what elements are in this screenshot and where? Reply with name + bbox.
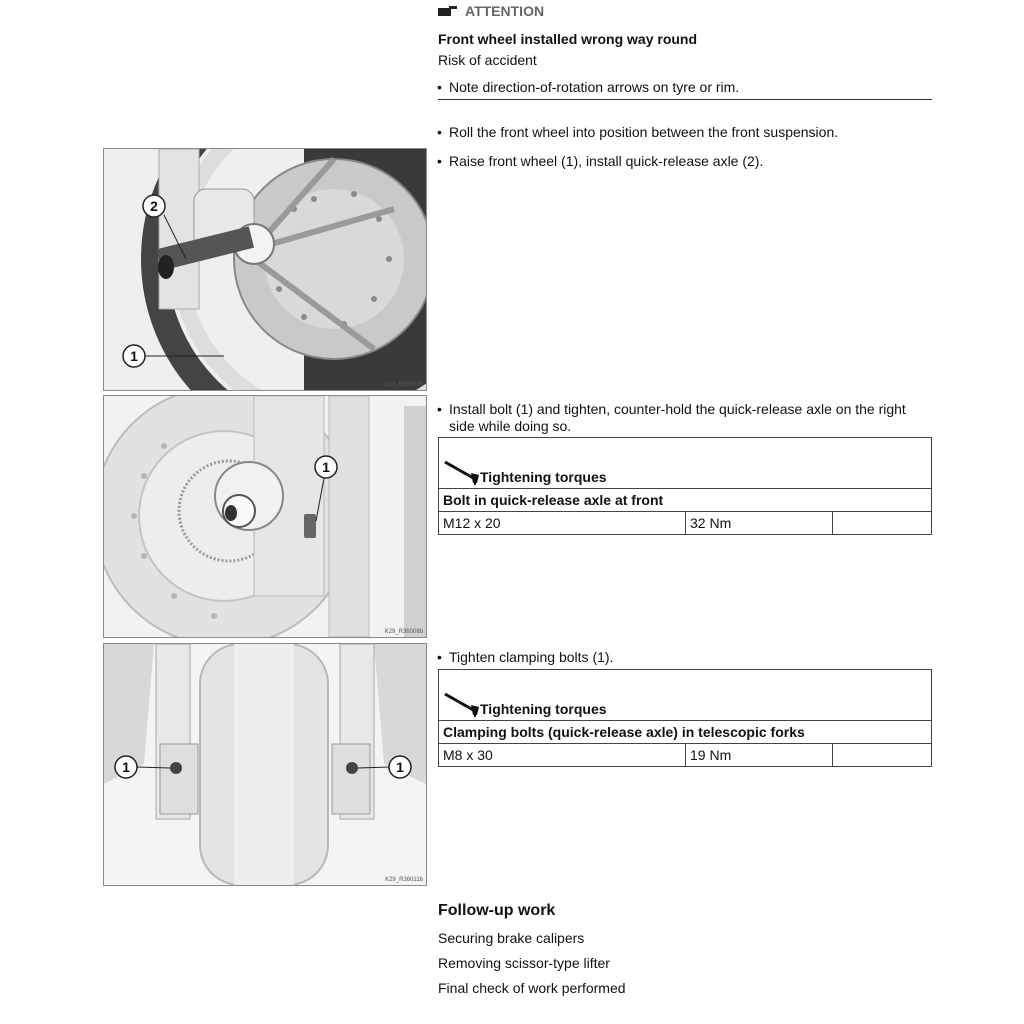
torque-notes xyxy=(833,512,932,535)
torque-size: M12 x 20 xyxy=(439,512,686,535)
follow-up-item: Securing brake calipers xyxy=(438,930,585,946)
callout-1-left: 1 xyxy=(122,759,130,775)
follow-up-item: Removing scissor-type lifter xyxy=(438,955,610,971)
figure-ref: K29_R36011b xyxy=(385,877,423,883)
pointing-hand-icon xyxy=(438,5,458,17)
bullet-icon: • xyxy=(437,124,442,140)
follow-up-item: Final check of work performed xyxy=(438,980,626,996)
callout-2: 2 xyxy=(150,198,158,214)
step-raise: • Raise front wheel (1), install quick-release axle (2). xyxy=(437,153,764,169)
figure-ref: K29_R36008b xyxy=(384,629,423,635)
callout-1-right: 1 xyxy=(396,759,404,775)
attention-header xyxy=(438,2,932,20)
step-tighten: • Tighten clamping bolts (1). xyxy=(437,649,614,665)
figure-wheel-axle xyxy=(103,148,427,391)
figure-axle-bolt xyxy=(103,395,427,638)
torque-value: 32 Nm xyxy=(686,512,833,535)
callout-1: 1 xyxy=(322,459,330,475)
torque-wrench-icon xyxy=(443,459,479,485)
torque-notes xyxy=(833,744,932,767)
step-install-bolt: • Install bolt (1) and tighten, counter-hold the quick-release axle on the right xyxy=(437,401,906,417)
figure-clamping-bolts xyxy=(103,643,427,886)
attention-title: Front wheel installed wrong way round xyxy=(438,31,698,47)
torque-table-heading: Tightening torques xyxy=(439,438,932,489)
attention-risk: Risk of accident xyxy=(438,52,537,68)
bullet-icon: • xyxy=(437,649,442,665)
torque-item: Clamping bolts (quick-release axle) in telescopic forks xyxy=(439,721,932,744)
bullet-icon: • xyxy=(437,79,442,95)
attention-label: ATTENTION xyxy=(465,3,545,19)
figure-ref: K29_R36009b xyxy=(384,382,423,388)
step-install-bolt-cont: side while doing so. xyxy=(449,418,572,434)
attention-note: • Note direction-of-rotation arrows on tyre or rim. xyxy=(437,79,740,95)
follow-up-title: Follow-up work xyxy=(438,902,556,919)
torque-table-axle-bolt xyxy=(438,437,932,535)
torque-wrench-icon xyxy=(443,691,479,717)
callout-1: 1 xyxy=(130,348,138,364)
attention-divider xyxy=(438,99,932,100)
bullet-icon: • xyxy=(437,153,442,169)
torque-table-heading: Tightening torques xyxy=(439,670,932,721)
torque-item: Bolt in quick-release axle at front xyxy=(439,489,932,512)
bullet-icon: • xyxy=(437,401,442,417)
torque-table-clamping-bolts xyxy=(438,669,932,767)
follow-up-section xyxy=(438,902,626,1001)
step-roll: • Roll the front wheel into position between the front suspension. xyxy=(437,124,839,140)
attention-block xyxy=(438,2,932,20)
torque-value: 19 Nm xyxy=(686,744,833,767)
torque-size: M8 x 30 xyxy=(439,744,686,767)
